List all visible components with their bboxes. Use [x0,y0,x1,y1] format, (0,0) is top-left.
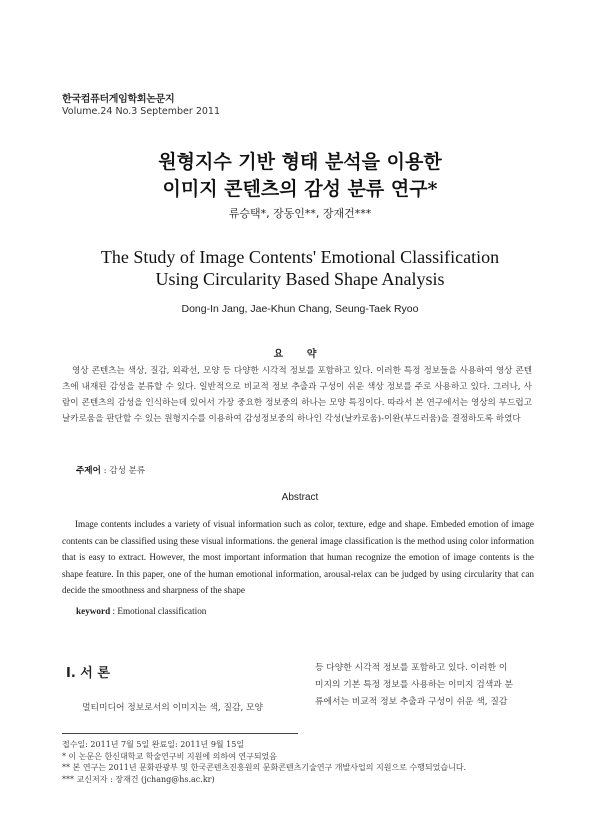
english-title-line-2: Using Circularity Based Shape Analysis [155,269,445,289]
footnote-funding: * 이 논문은 한신대학교 학술연구비 지원에 의하여 연구되었음 [62,751,277,761]
korean-keyword-label: 주제어 [76,466,101,476]
body-left-column: 멀티미디어 정보로서의 이미지는 색, 질감, 모양 [82,703,264,713]
korean-title-line-2: 이미지 콘텐츠의 감성 분류 연구* [162,178,438,200]
korean-keyword-separator: : [100,466,110,476]
english-keyword-values: Emotional classification [117,606,207,616]
section-heading: Ⅰ. 서 론 [66,666,110,681]
footnote-corresponding-author: *** 교신저자 : 장재건 (jchang@hs.ac.kr) [62,774,215,784]
korean-authors: 류승택*, 장동인**, 장재건*** [228,207,372,220]
english-keyword-label: keyword [76,606,111,616]
english-title-line-1: The Study of Image Contents' Emotional Classification [100,247,500,267]
body-right-line: 등 다양한 시각적 정보를 포함하고 있다. 이러한 이 [315,663,508,673]
korean-title [0,149,600,203]
korean-title-line-1: 원형지수 기반 형태 분석을 이용한 [158,151,442,173]
english-title [0,246,600,290]
footnote-received-date: 접수일: 2011년 7월 5일 완료일: 2011년 9월 15일 [62,740,245,749]
body-right-line: 미지의 기본 특정 정보를 사용하는 이미지 검색과 분 [315,680,514,690]
english-authors: Dong-In Jang, Jae-Khun Chang, Seung-Taek Ryoo [181,303,419,315]
english-abstract-heading: Abstract [281,492,319,503]
korean-abstract-text: 영상 콘텐츠는 색상, 질감, 외곽선, 모양 등 다양한 시각적 정보를 포함하고 있다. 이러한 특정 정보들을 사용하여 영상 콘텐츠에 내재된 감성을 분류할 수 있다. 일반적으로 비교적 정보 추출과 구성이 쉬운 색상 정보를 주로 사용하고 있다. 그러나, 사람이 콘텐츠의 감성을 인식하는데 있어서 가장 중요한 정보중의 하나는 모양 특징이다. 따라서 본 연구에서는 영상의 부드럽고 날카로움을 판단할 수 있는 원형지수를 이용하여 감성정보중의 하나인 각성(날카로움)-이완(부드러움)을 결정하도록 하였다 [62,366,532,424]
footnote-divider [62,733,298,734]
journal-volume: Volume.24 No.3 September 2011 [62,106,221,117]
english-abstract-text: Image contents includes a variety of visual information such as color, texture, edge and shape. Embeded emotion of image contents can be classified using these visual informations. the general image classification is the method using color information that is easy to extract. However, the most important information that human recognize the emotion of image contents is the shape feature. In this paper, one of the human emotional information, arousal-relax can be judged by using circularity that can decide the smoothness and sharpness of the shape [62,519,535,595]
footnote-support: ** 본 연구는 2011년 문화관광부 및 한국콘텐츠진흥원의 문화콘텐츠기술연구 개발사업의 지원으로 수행되었습니다. [62,763,467,772]
body-right-column [315,660,539,711]
korean-abstract-heading: 요 약 [273,349,327,360]
journal-header [62,94,220,118]
body-right-line: 류에서는 비교적 정보 추출과 구성이 쉬운 색, 질감 [315,697,508,707]
korean-keyword-values: 감성 분류 [109,466,146,476]
english-keyword-separator: : [110,606,118,616]
english-keywords [76,606,206,616]
footnotes [62,739,466,785]
korean-keywords [76,464,145,476]
journal-name: 한국컴퓨터게임학회논문지 [62,94,175,105]
